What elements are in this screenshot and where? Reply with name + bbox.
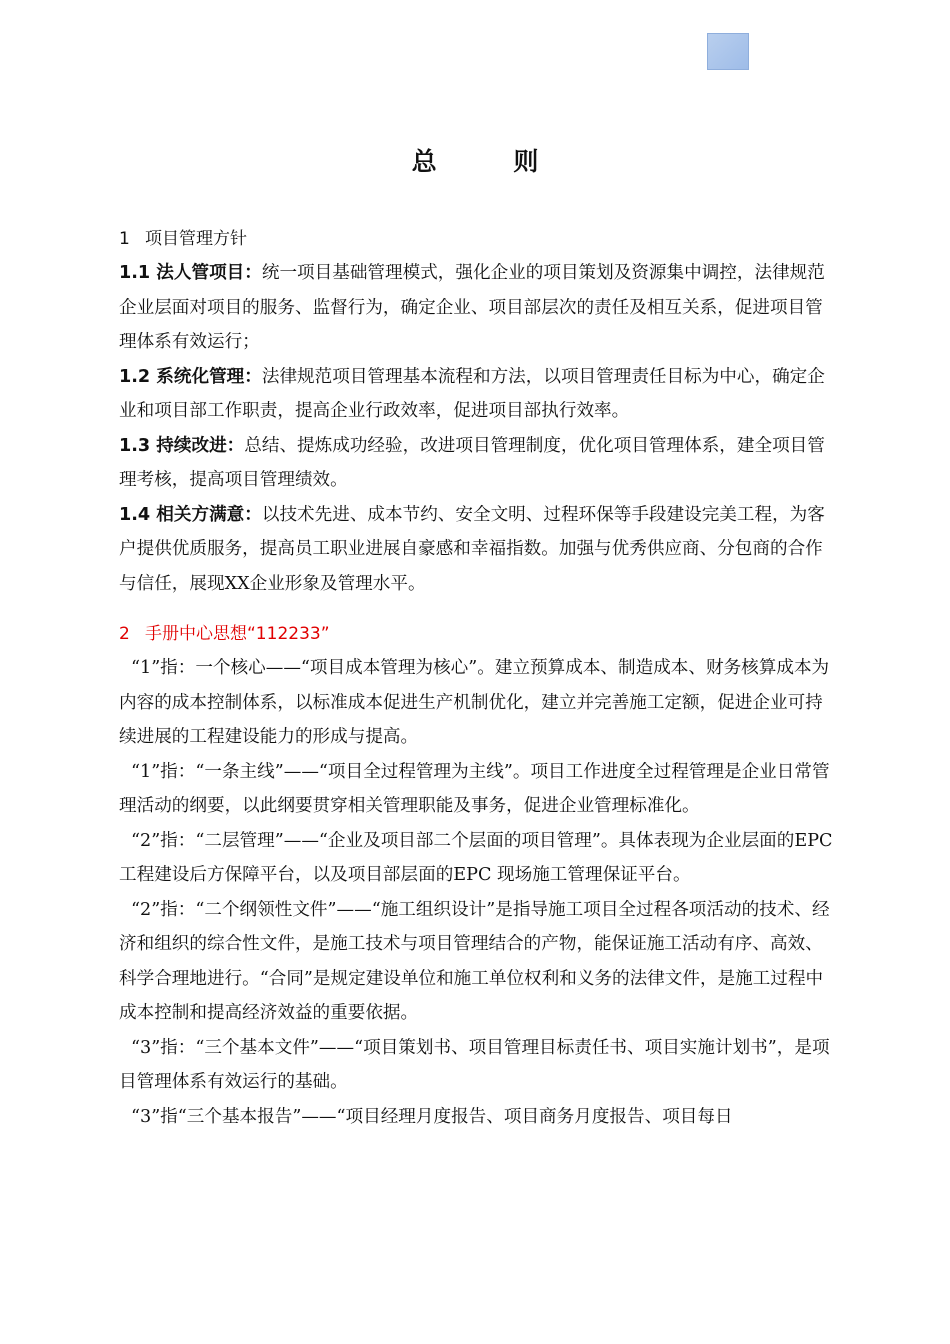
section-1-heading: [119, 222, 839, 256]
item-1-3-text: 总结、提炼成功经验，改进项目管理制度，优化项目管理体系，建全项目管理考核，提高项目管理绩效。: [119, 435, 825, 490]
page-title: 总 则: [411, 147, 573, 176]
section-1-number: 1: [119, 229, 130, 249]
item-1-2: [119, 360, 839, 429]
section-2-paragraph: “3”指“三个基本报告”——“项目经理月度报告、项目商务月度报告、项目每日: [131, 1106, 733, 1127]
corner-decoration: [707, 33, 749, 70]
section-2-number: 2: [119, 624, 130, 644]
item-1-4-text: 以技术先进、成本节约、安全文明、过程环保等手段建设完美工程，为客户提供优质服务，提高员工职业进展自豪感和幸福指数。加强与优秀供应商、分包商的合作与信任，展现XX企业形象及管理水平。: [119, 504, 825, 594]
item-1-1: [119, 256, 839, 360]
section-2-title: 手册中心思想“112233”: [145, 624, 330, 644]
item-1-1-lead: 1.1 法人管项目：: [119, 263, 262, 283]
section-2-paragraph: “2”指：“二个纲领性文件”——“施工组织设计”是指导施工项目全过程各项活动的技术、经济和组织的综合性文件，是施工技术与项目管理结合的产物，能保证施工活动有序、高效、科学合理地进行。“合同”是规定建设单位和施工单位权利和义务的法律文件，是施工过程中成本控制和提高经济效益的重要依据。: [119, 899, 830, 1023]
item-1-2-text: 法律规范项目管理基本流程和方法，以项目管理责任目标为中心，确定企业和项目部工作职责，提高企业行政效率，促进项目部执行效率。: [119, 366, 825, 421]
section-2-heading: [119, 617, 839, 651]
section-1-title: 项目管理方针: [145, 229, 247, 249]
item-1-4: [119, 498, 839, 602]
section-2-paragraph: “1”指：一个核心——“项目成本管理为核心”。建立预算成本、制造成本、财务核算成本为内容的成本控制体系，以标准成本促进生产机制优化，建立并完善施工定额，促进企业可持续进展的工程建设能力的形成与提高。: [119, 658, 830, 747]
document-body: [119, 222, 839, 1134]
item-1-3: [119, 429, 839, 498]
section-2-paragraph: “3”指：“三个基本文件”——“项目策划书、项目管理目标责任书、项目实施计划书”，是项目管理体系有效运行的基础。: [119, 1037, 830, 1092]
item-1-1-text: 统一项目基础管理模式，强化企业的项目策划及资源集中调控，法律规范企业层面对项目的服务、监督行为，确定企业、项目部层次的责任及相互关系，促进项目管理体系有效运行；: [119, 263, 825, 352]
section-2-paragraph: “1”指：“一条主线”——“项目全过程管理为主线”。项目工作进度全过程管理是企业日常管理活动的纲要，以此纲要贯穿相关管理职能及事务，促进企业管理标准化。: [119, 761, 830, 816]
section-2-paragraph: “2”指：“二层管理”——“企业及项目部二个层面的项目管理”。具体表现为企业层面的EPC 工程建设后方保障平台，以及项目部层面的EPC 现场施工管理保证平台。: [119, 830, 833, 885]
item-1-2-lead: 1.2 系统化管理：: [119, 366, 262, 387]
item-1-4-lead: 1.4 相关方满意：: [119, 504, 262, 525]
item-1-3-lead: 1.3 持续改进：: [119, 435, 245, 456]
